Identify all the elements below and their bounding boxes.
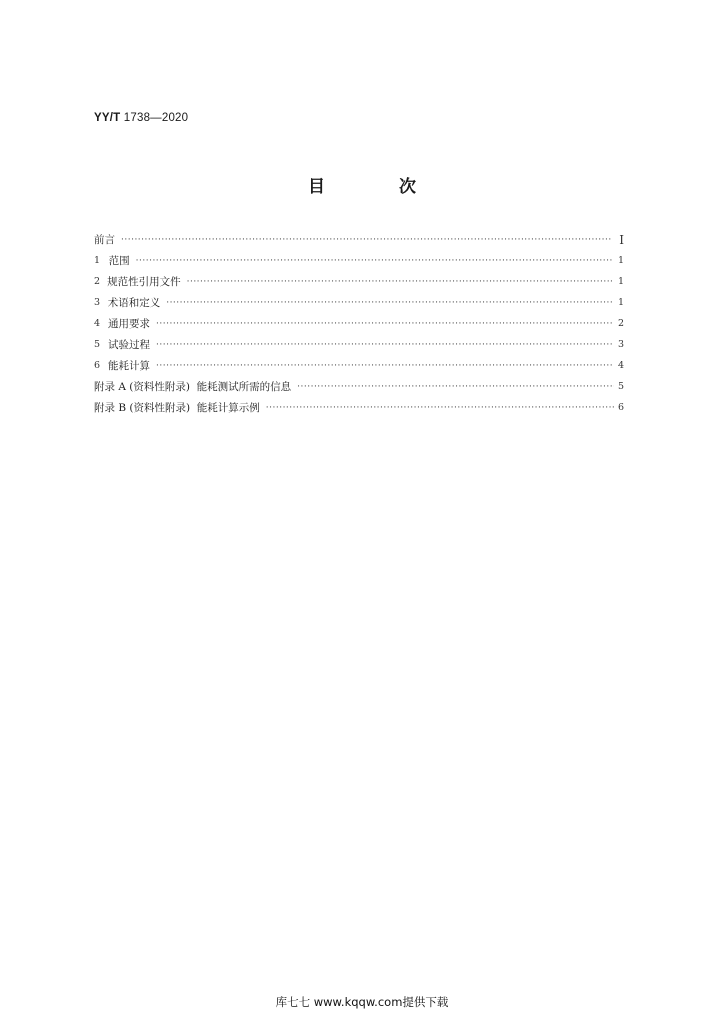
toc-leader-dots [136,254,613,268]
toc-entry-normative-references[interactable] [94,268,624,289]
table-of-contents [94,226,624,415]
toc-leader-dots [297,380,614,394]
toc-entry-label: 试验过程 [108,339,151,351]
toc-leader-dots [166,296,613,310]
toc-entry-foreword[interactable] [94,226,624,247]
page-title: 目 次 [308,177,450,197]
toc-entry-page: I [619,233,624,247]
toc-entry-scope[interactable] [94,247,624,268]
toc-entry-label: 通用要求 [108,318,151,330]
toc-entry-number: 5 [94,339,101,350]
toc-entry-page: 3 [617,339,624,350]
toc-entry-energy-calculation[interactable] [94,352,624,373]
toc-entry-label: 能耗计算 [108,360,151,372]
toc-entry-page: 1 [617,276,624,287]
toc-entry-number: 3 [94,297,101,308]
toc-entry-page: 1 [617,297,624,308]
toc-entry-appendix-a[interactable] [94,373,624,394]
toc-entry-page: 4 [617,360,624,371]
toc-entry-label: 术语和定义 [107,297,161,309]
toc-entry-page: 5 [617,381,624,392]
standard-prefix: YY/T [94,112,121,124]
toc-entry-appendix-b[interactable] [94,394,624,415]
toc-entry-number: 1 [94,255,101,266]
toc-entry-page: 2 [617,318,624,329]
toc-leader-dots [156,359,613,373]
toc-leader-dots [156,338,613,352]
toc-entry-label: 规范性引用文件 [107,276,181,288]
toc-leader-dots [187,275,614,289]
toc-entry-number: 4 [94,318,101,329]
standard-code [94,112,188,124]
toc-entry-general-requirements[interactable] [94,310,624,331]
toc-leader-dots [121,233,612,247]
toc-entry-test-procedure[interactable] [94,331,624,352]
toc-entry-terms-definitions[interactable] [94,289,624,310]
standard-number: 1738—2020 [123,112,189,124]
toc-entry-label: 前言 [94,234,115,246]
toc-entry-page: 1 [617,255,624,266]
toc-leader-dots [156,317,613,331]
toc-leader-dots [266,401,614,415]
toc-entry-number: 2 [94,276,101,287]
download-source-footer: 库七七 www.kqqw.com提供下载 [275,995,449,1009]
toc-entry-label: 附录 B (资料性附录) 能耗计算示例 [94,402,260,414]
toc-entry-label: 范围 [108,255,130,267]
toc-entry-number: 6 [94,360,101,371]
toc-entry-page: 6 [617,402,624,413]
toc-entry-label: 附录 A (资料性附录) 能耗测试所需的信息 [94,381,292,393]
